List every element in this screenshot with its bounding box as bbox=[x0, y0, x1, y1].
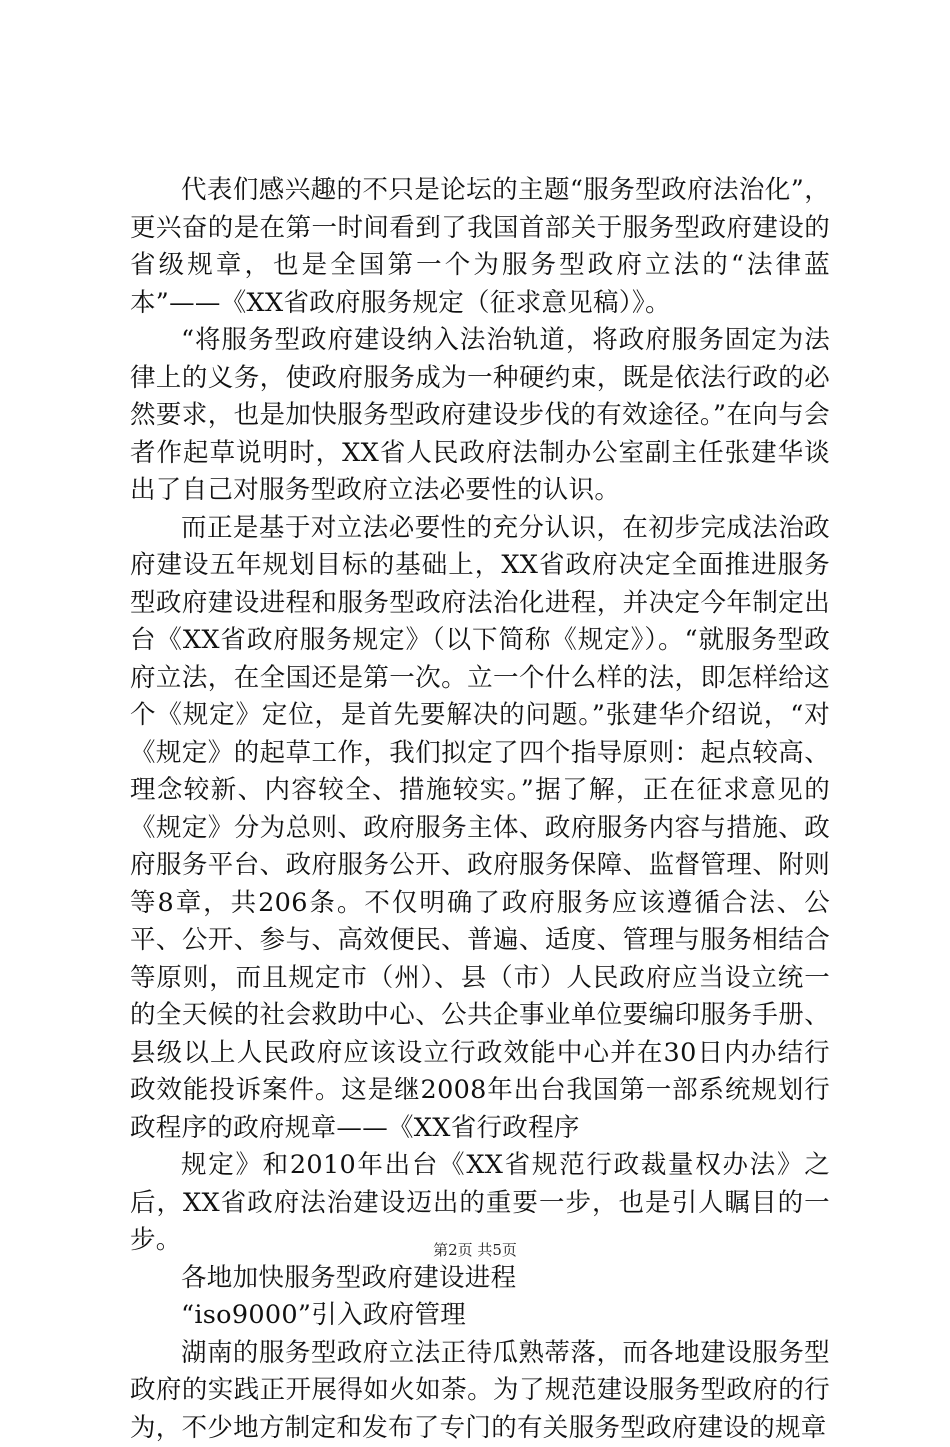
paragraph-continuation: 规定》和2010年出台《XX省规范行政裁量权办法》之后，XX省政府法治建设迈出的重要一步，也是引人瞩目的一步。 bbox=[130, 1147, 830, 1260]
paragraph-intro: 代表们感兴趣的不只是论坛的主题“服务型政府法治化”，更兴奋的是在第一时间看到了我国首部关于服务型政府建设的省级规章，也是全国第一个为服务型政府立法的“法律蓝本”——《XX省政府服务规定（征求意见稿）》。 bbox=[130, 172, 830, 322]
paragraph-practice: 湖南的服务型政府立法正待瓜熟蒂落，而各地建设服务型政府的实践正开展得如火如荼。为了规范建设服务型政府的行为，不少地方制定和发布了专门的有关服务型政府建设的规章 bbox=[130, 1335, 830, 1447]
section-heading: 各地加快服务型政府建设进程 bbox=[130, 1260, 830, 1298]
subsection-heading: “iso9000”引入政府管理 bbox=[130, 1297, 830, 1335]
paragraph-background: 而正是基于对立法必要性的充分认识，在初步完成法治政府建设五年规划目标的基础上，XX省政府决定全面推进服务型政府建设进程和服务型政府法治化进程，并决定今年制定出台《XX省政府服务规定》（以下简称《规定》）。“就服务型政府立法，在全国还是第一次。立一个什么样的法，即怎样给这个《规定》定位，是首先要解决的问题。”张建华介绍说，“对《规定》的起草工作，我们拟定了四个指导原则：起点较高、理念较新、内容较全、措施较实。”据了解，正在征求意见的《规定》分为总则、政府服务主体、政府服务内容与措施、政府服务平台、政府服务公开、政府服务保障、监督管理、附则等8章，共206条。不仅明确了政府服务应该遵循合法、公平、公开、参与、高效便民、普遍、适度、管理与服务相结合等原则，而且规定市（州）、县（市）人民政府应当设立统一的全天候的社会救助中心、公共企事业单位要编印服务手册、县级以上人民政府应该设立行政效能中心并在30日内办结行政效能投诉案件。这是继2008年出台我国第一部系统规划行政程序的政府规章——《XX省行政程序 bbox=[130, 510, 830, 1148]
paragraph-quote: “将服务型政府建设纳入法治轨道，将政府服务固定为法律上的义务，使政府服务成为一种硬约束，既是依法行政的必然要求，也是加快服务型政府建设步伐的有效途径。”在向与会者作起草说明时，XX省人民政府法制办公室副主任张建华谈出了自己对服务型政府立法必要性的认识。 bbox=[130, 322, 830, 510]
page-number-footer: 第2页 共5页 bbox=[0, 1240, 950, 1260]
